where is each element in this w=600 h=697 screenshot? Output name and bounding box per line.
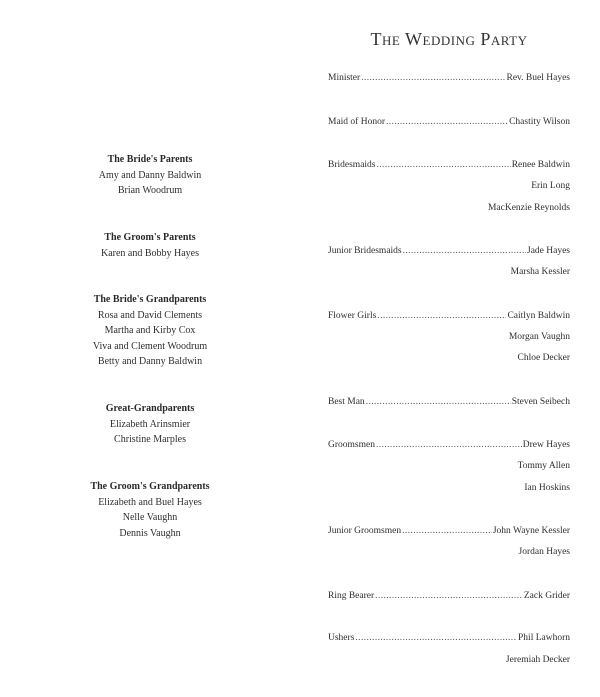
family-name: Viva and Clement Woodrum (92, 340, 208, 352)
dot-leader (403, 246, 526, 256)
grooms-grandparents-group (50, 479, 250, 541)
group-heading: The Bride's Grandparents (93, 294, 207, 305)
dot-leader (376, 440, 522, 450)
person-name: Renee Baldwin (511, 160, 570, 170)
role-label: Best Man (328, 397, 365, 407)
family-name: Rosa and David Clements (97, 309, 203, 321)
person-name: Tommy Allen (517, 461, 570, 471)
party-row-maid-of-honor (328, 117, 570, 127)
family-name: Brian Woodrum (117, 185, 183, 196)
group-heading: Great-Grandparents (105, 403, 195, 414)
party-row-ring-bearer (328, 591, 570, 601)
group-heading: The Groom's Parents (104, 232, 196, 243)
dot-leader (355, 633, 517, 643)
dot-leader (402, 526, 492, 536)
person-name: Rev. Buel Hayes (506, 73, 570, 83)
brides-parents-group (50, 152, 250, 199)
person-name: Jade Hayes (527, 246, 570, 256)
party-row-bridesmaids (328, 160, 570, 170)
family-name: Betty and Danny Baldwin (97, 356, 203, 367)
person-name: Zack Grider (523, 591, 570, 601)
party-row-minister (328, 73, 570, 83)
group-heading: The Groom's Grandparents (90, 481, 210, 492)
party-row-best-man (328, 397, 570, 407)
role-label: Bridesmaids (328, 160, 376, 170)
group-heading: The Bride's Parents (107, 154, 193, 165)
role-label: Ring Bearer (328, 591, 375, 601)
brides-grandparents-group (50, 292, 250, 370)
role-label: Flower Girls (328, 311, 377, 321)
person-name: MacKenzie Reynolds (487, 203, 570, 213)
person-name: Erin Long (531, 181, 570, 191)
person-name: Chastity Wilson (509, 117, 570, 127)
role-label: Ushers (328, 633, 355, 643)
family-name: Martha and Kirby Cox (104, 325, 196, 336)
person-name: Jordan Hayes (518, 547, 570, 557)
family-name: Dennis Vaughn (119, 527, 181, 539)
person-name: Phil Lawhorn (518, 633, 570, 643)
role-label: Maid of Honor (328, 117, 385, 127)
person-name: John Wayne Kessler (492, 526, 570, 536)
person-name: Chloe Decker (517, 353, 570, 363)
family-name: Elizabeth and Buel Hayes (98, 496, 202, 508)
family-name: Karen and Bobby Hayes (100, 247, 200, 259)
person-name: Jeremiah Decker (505, 655, 570, 665)
person-name: Caitlyn Baldwin (507, 311, 570, 321)
person-name: Drew Hayes (522, 440, 570, 450)
role-label: Groomsmen (328, 440, 375, 450)
dot-leader (377, 160, 511, 170)
family-name: Christine Marples (114, 434, 186, 445)
dot-leader (366, 397, 511, 407)
person-name: Steven Seibech (511, 397, 570, 407)
person-name: Marsha Kessler (510, 267, 570, 277)
party-row-ushers (328, 633, 570, 643)
person-name: Morgan Vaughn (508, 332, 570, 342)
dot-leader (377, 311, 506, 321)
role-label: Junior Bridesmaids (328, 246, 402, 256)
party-row-junior-bridesmaids (328, 246, 570, 256)
grooms-parents-group (50, 230, 250, 261)
family-name: Elizabeth Arinsmier (109, 418, 191, 430)
party-row-groomsmen (328, 440, 570, 450)
party-row-flower-girls (328, 311, 570, 321)
role-label: Minister (328, 73, 361, 83)
dot-leader (386, 117, 508, 127)
page-title: The Wedding Party (370, 29, 528, 49)
role-label: Junior Groomsmen (328, 526, 402, 536)
dot-leader (361, 73, 505, 83)
party-row-junior-groomsmen (328, 526, 570, 536)
family-name: Nelle Vaughn (122, 512, 178, 523)
person-name: Ian Hoskins (524, 483, 570, 493)
dot-leader (375, 591, 523, 601)
family-name: Amy and Danny Baldwin (98, 169, 202, 181)
great-grandparents-group (50, 401, 250, 448)
